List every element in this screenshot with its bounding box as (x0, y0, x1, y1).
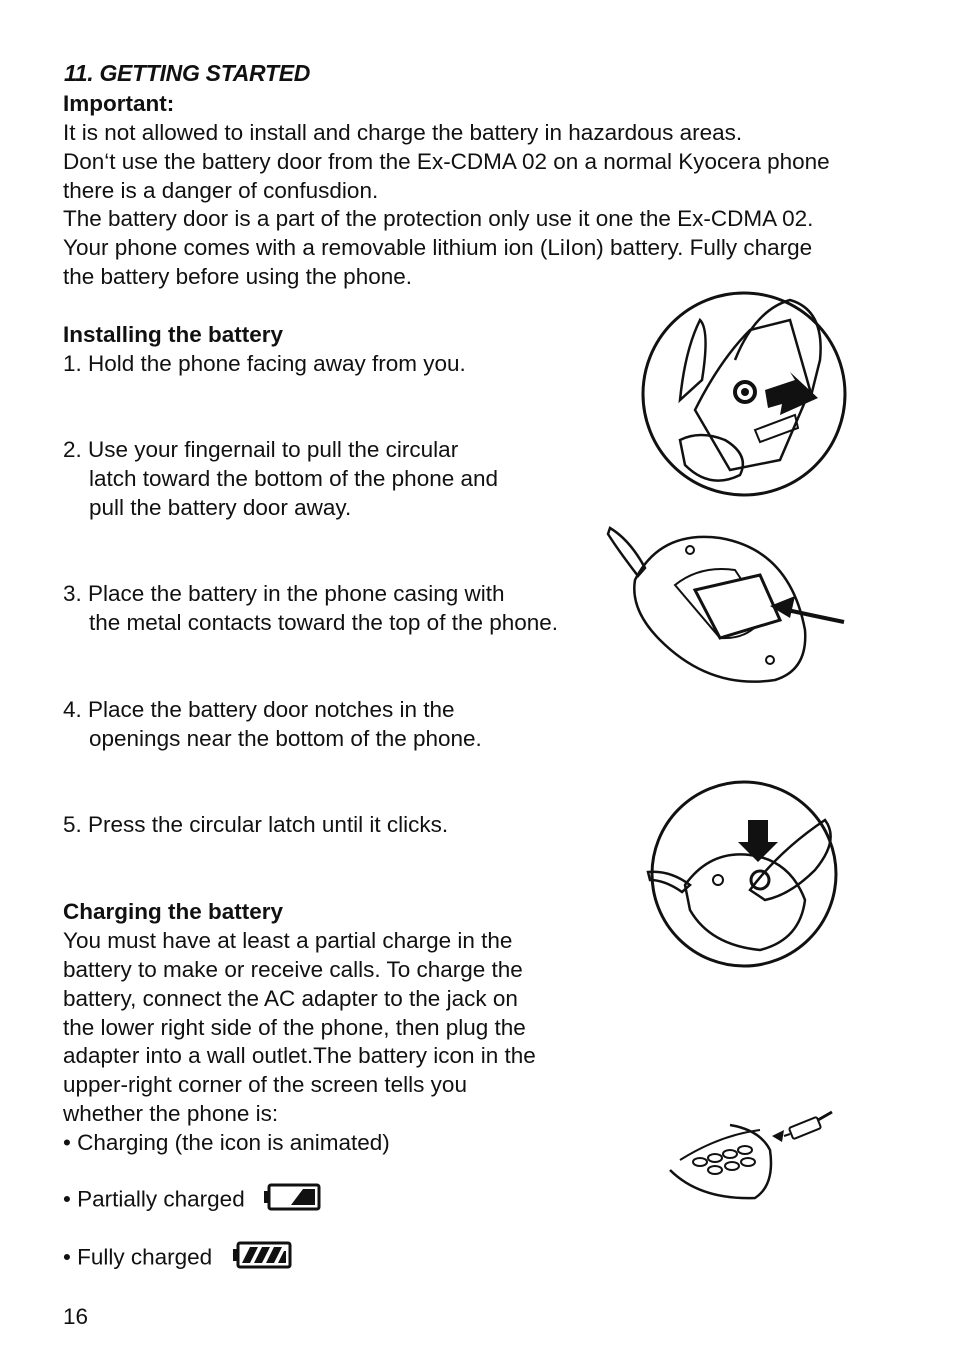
important-line: It is not allowed to install and charge the battery in hazardous areas. (63, 120, 743, 145)
adapter-plug-illustration (660, 1100, 840, 1210)
step-2: 2. Use your fingernail to pull the circular (63, 437, 459, 462)
battery-partial-icon (263, 1183, 321, 1218)
press-latch-illustration (640, 780, 850, 975)
charging-line: battery to make or receive calls. To charge the (63, 957, 523, 982)
bullet-charging: • Charging (the icon is animated) (63, 1130, 390, 1155)
important-line: Your phone comes with a removable lithium ion (LiIon) battery. Fully charge (63, 235, 813, 260)
charging-line: whether the phone is: (63, 1101, 279, 1126)
battery-full-icon (232, 1241, 292, 1276)
step-4-cont: openings near the bottom of the phone. (89, 726, 482, 751)
step-4: 4. Place the battery door notches in the (63, 697, 455, 722)
important-line: The battery door is a part of the protection only use it one the Ex-CDMA 02. (63, 206, 814, 231)
step-3-cont: the metal contacts toward the top of the phone. (89, 610, 559, 635)
step-5: 5. Press the circular latch until it clicks. (63, 812, 449, 837)
important-label: Important: (63, 91, 175, 116)
page-number: 16 (63, 1304, 89, 1329)
bullet-partial-label: • Partially charged (63, 1186, 245, 1212)
installing-heading: Installing the battery (63, 322, 284, 347)
section-heading: 11. GETTING STARTED (64, 60, 311, 86)
bullet-full-label: • Fully charged (63, 1244, 213, 1270)
important-line: the battery before using the phone. (63, 264, 413, 289)
charging-line: upper-right corner of the screen tells you (63, 1072, 467, 1097)
charging-line: the lower right side of the phone, then plug the (63, 1015, 526, 1040)
hand-pulling-latch-illustration (640, 290, 850, 500)
battery-insert-illustration (600, 520, 850, 700)
important-line: there is a danger of confusdion. (63, 178, 379, 203)
charging-heading: Charging the battery (63, 899, 284, 924)
step-1: 1. Hold the phone facing away from you. (63, 351, 466, 376)
important-line: Don‘t use the battery door from the Ex-CDMA 02 on a normal Kyocera phone (63, 149, 830, 174)
charging-line: adapter into a wall outlet.The battery icon in the (63, 1043, 536, 1068)
charging-line: battery, connect the AC adapter to the jack on (63, 986, 518, 1011)
step-3: 3. Place the battery in the phone casing with (63, 581, 505, 606)
step-2-cont: latch toward the bottom of the phone and (89, 466, 499, 491)
bullet-full (63, 1241, 292, 1276)
bullet-partial (63, 1183, 321, 1218)
step-2-cont: pull the battery door away. (89, 495, 352, 520)
charging-line: You must have at least a partial charge in the (63, 928, 513, 953)
